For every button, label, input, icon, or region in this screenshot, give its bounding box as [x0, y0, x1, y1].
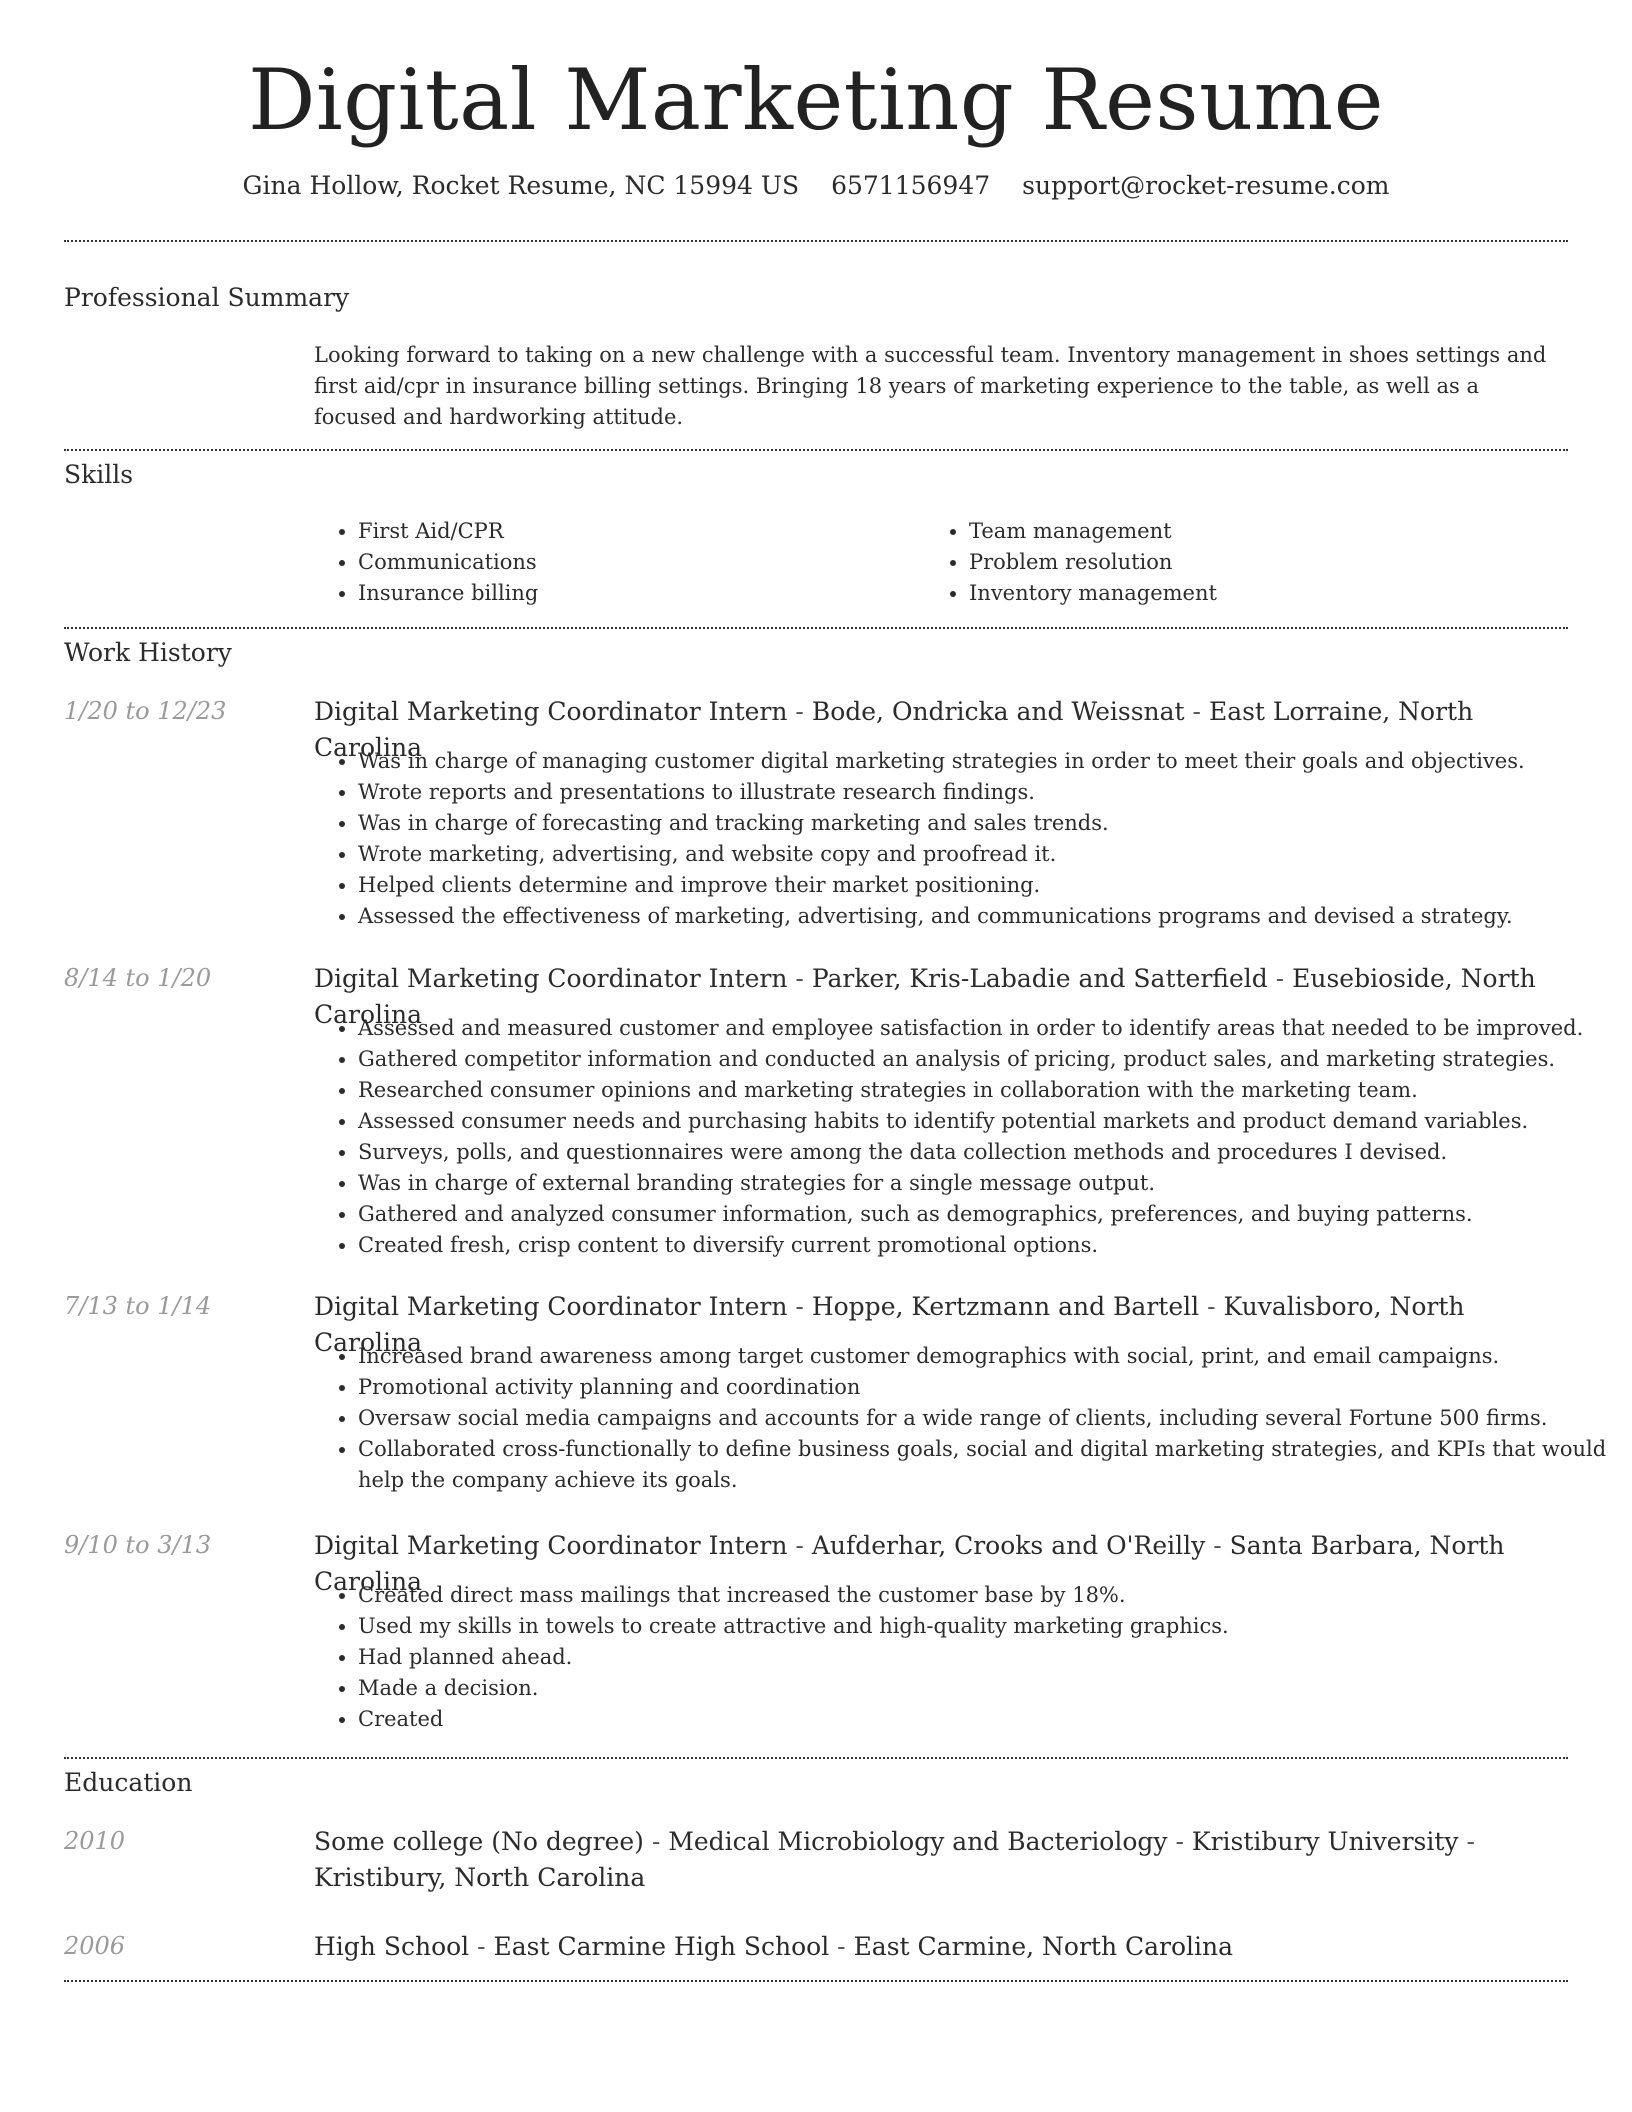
resume-title: Digital Marketing Resume	[248, 51, 1384, 149]
list-item: • Was in charge of external branding strategies for a single message output.	[358, 1168, 1618, 1199]
list-item: • Collaborated cross-functionally to define business goals, social and digital marketing strategies, and KPIs that would help the company achieve its goals.	[358, 1434, 1618, 1496]
list-item: • Assessed the effectiveness of marketing, advertising, and communications programs and devised a strategy.	[358, 901, 1618, 932]
separator: -	[643, 1827, 669, 1856]
list-item: • Gathered competitor information and conducted an analysis of pricing, product sales, and marketing strategies.	[358, 1044, 1618, 1075]
job-title: Digital Marketing Coordinator Intern	[314, 1531, 788, 1560]
job-company: Bode, Ondricka and Weissnat	[811, 697, 1185, 726]
divider	[64, 240, 1568, 242]
separator: -	[1184, 697, 1209, 726]
list-item: • Researched consumer opinions and marketing strategies in collaboration with the marketing team.	[358, 1075, 1618, 1106]
job-title: Digital Marketing Coordinator Intern	[314, 964, 788, 993]
job-location: Kuvalisboro, North Carolina	[314, 1292, 1465, 1357]
separator: -	[787, 1292, 812, 1321]
separator: -	[1458, 1827, 1475, 1856]
contact-address: Gina Hollow, Rocket Resume, NC 15994 US	[242, 171, 800, 200]
separator: -	[1205, 1531, 1230, 1560]
education-entry	[314, 1824, 1559, 1896]
divider	[64, 449, 1568, 451]
list-item: • Made a decision.	[358, 1673, 1618, 1704]
list-item: • Helped clients determine and improve their market positioning.	[358, 870, 1618, 901]
list-item: • Used my skills in towels to create attractive and high-quality marketing graphics.	[358, 1611, 1618, 1642]
skill-item: • Problem resolution	[969, 547, 1569, 578]
job-title: Digital Marketing Coordinator Intern	[314, 1292, 788, 1321]
education-location: Kristibury, North Carolina	[314, 1863, 646, 1892]
list-item: • Wrote reports and presentations to illustrate research findings.	[358, 777, 1618, 808]
job-bullets	[314, 1341, 1618, 1496]
list-item: • Was in charge of forecasting and tracking marketing and sales trends.	[358, 808, 1618, 839]
section-title-work: Work History	[64, 638, 232, 667]
skills-list-left	[314, 516, 918, 609]
education-location: East Carmine, North Carolina	[853, 1932, 1234, 1961]
job-company: Parker, Kris-Labadie and Satterfield	[811, 964, 1268, 993]
summary-text: Looking forward to taking on a new challenge with a successful team. Inventory management in shoes settings and first aid/cpr in insurance billing settings. Bringing 18 years of marketing experience to the table, as well as a focused and hardworking attitude.	[314, 343, 1547, 429]
skill-item: • Inventory management	[969, 578, 1569, 609]
education-year: 2006	[64, 1932, 126, 1960]
contact-line	[0, 170, 1632, 203]
list-item: • Wrote marketing, advertising, and website copy and proofread it.	[358, 839, 1618, 870]
job-company: Aufderhar, Crooks and O'Reilly	[811, 1531, 1206, 1560]
section-title-education: Education	[64, 1768, 193, 1797]
contact-email: support@rocket-resume.com	[1022, 171, 1390, 200]
education-degree: Some college (No degree)	[314, 1827, 644, 1856]
job-dates: 9/10 to 3/13	[64, 1531, 212, 1559]
skill-item: • Team management	[969, 516, 1569, 547]
separator: -	[1167, 1827, 1192, 1856]
skill-item: • Communications	[358, 547, 918, 578]
job-title: Digital Marketing Coordinator Intern	[314, 697, 788, 726]
skill-item: • First Aid/CPR	[358, 516, 918, 547]
list-item: • Was in charge of managing customer digital marketing strategies in order to meet their goals and objectives.	[358, 746, 1618, 777]
contact-phone: 6571156947	[831, 171, 991, 200]
divider	[64, 1980, 1568, 1982]
list-item: • Created	[358, 1704, 1618, 1735]
job-bullets	[314, 1013, 1618, 1261]
job-bullets	[314, 746, 1618, 932]
separator: -	[787, 964, 812, 993]
separator: -	[1267, 964, 1293, 993]
list-item: • Assessed and measured customer and employee satisfaction in order to identify areas that needed to be improved.	[358, 1013, 1618, 1044]
job-dates: 1/20 to 12/23	[64, 697, 227, 725]
education-degree: High School	[314, 1932, 470, 1961]
job-bullets	[314, 1580, 1618, 1735]
list-item: • Gathered and analyzed consumer information, such as demographics, preferences, and buying patterns.	[358, 1199, 1618, 1230]
job-location: Santa Barbara, North Carolina	[314, 1531, 1505, 1596]
list-item: • Promotional activity planning and coordination	[358, 1372, 1618, 1403]
education-school: East Carmine High School	[493, 1932, 830, 1961]
skill-item: • Insurance billing	[358, 578, 918, 609]
list-item: • Had planned ahead.	[358, 1642, 1618, 1673]
list-item: • Created fresh, crisp content to diversify current promotional options.	[358, 1230, 1618, 1261]
job-dates: 7/13 to 1/14	[64, 1292, 212, 1320]
list-item: • Assessed consumer needs and purchasing habits to identify potential markets and product demand variables.	[358, 1106, 1618, 1137]
separator: -	[469, 1932, 494, 1961]
list-item: • Surveys, polls, and questionnaires were among the data collection methods and procedures I devised.	[358, 1137, 1618, 1168]
education-year: 2010	[64, 1827, 126, 1855]
separator: -	[829, 1932, 854, 1961]
list-item: • Created direct mass mailings that increased the customer base by 18%.	[358, 1580, 1618, 1611]
job-company: Hoppe, Kertzmann and Bartell	[811, 1292, 1200, 1321]
education-field: Medical Microbiology and Bacteriology	[668, 1827, 1168, 1856]
separator: -	[1199, 1292, 1224, 1321]
list-item: • Increased brand awareness among target customer demographics with social, print, and email campaigns.	[358, 1341, 1618, 1372]
divider	[64, 627, 1568, 629]
divider	[64, 1757, 1568, 1759]
separator: -	[787, 697, 812, 726]
list-item: • Oversaw social media campaigns and accounts for a wide range of clients, including several Fortune 500 firms.	[358, 1403, 1618, 1434]
skills-list-right	[925, 516, 1569, 609]
education-entry	[314, 1929, 1574, 1965]
section-title-skills: Skills	[64, 460, 134, 489]
job-location: East Lorraine, North Carolina	[314, 697, 1474, 762]
section-title-summary: Professional Summary	[64, 283, 350, 312]
job-dates: 8/14 to 1/20	[64, 964, 212, 992]
education-school: Kristibury University	[1191, 1827, 1459, 1856]
job-location: Eusebioside, North Carolina	[314, 964, 1536, 1029]
separator: -	[787, 1531, 812, 1560]
